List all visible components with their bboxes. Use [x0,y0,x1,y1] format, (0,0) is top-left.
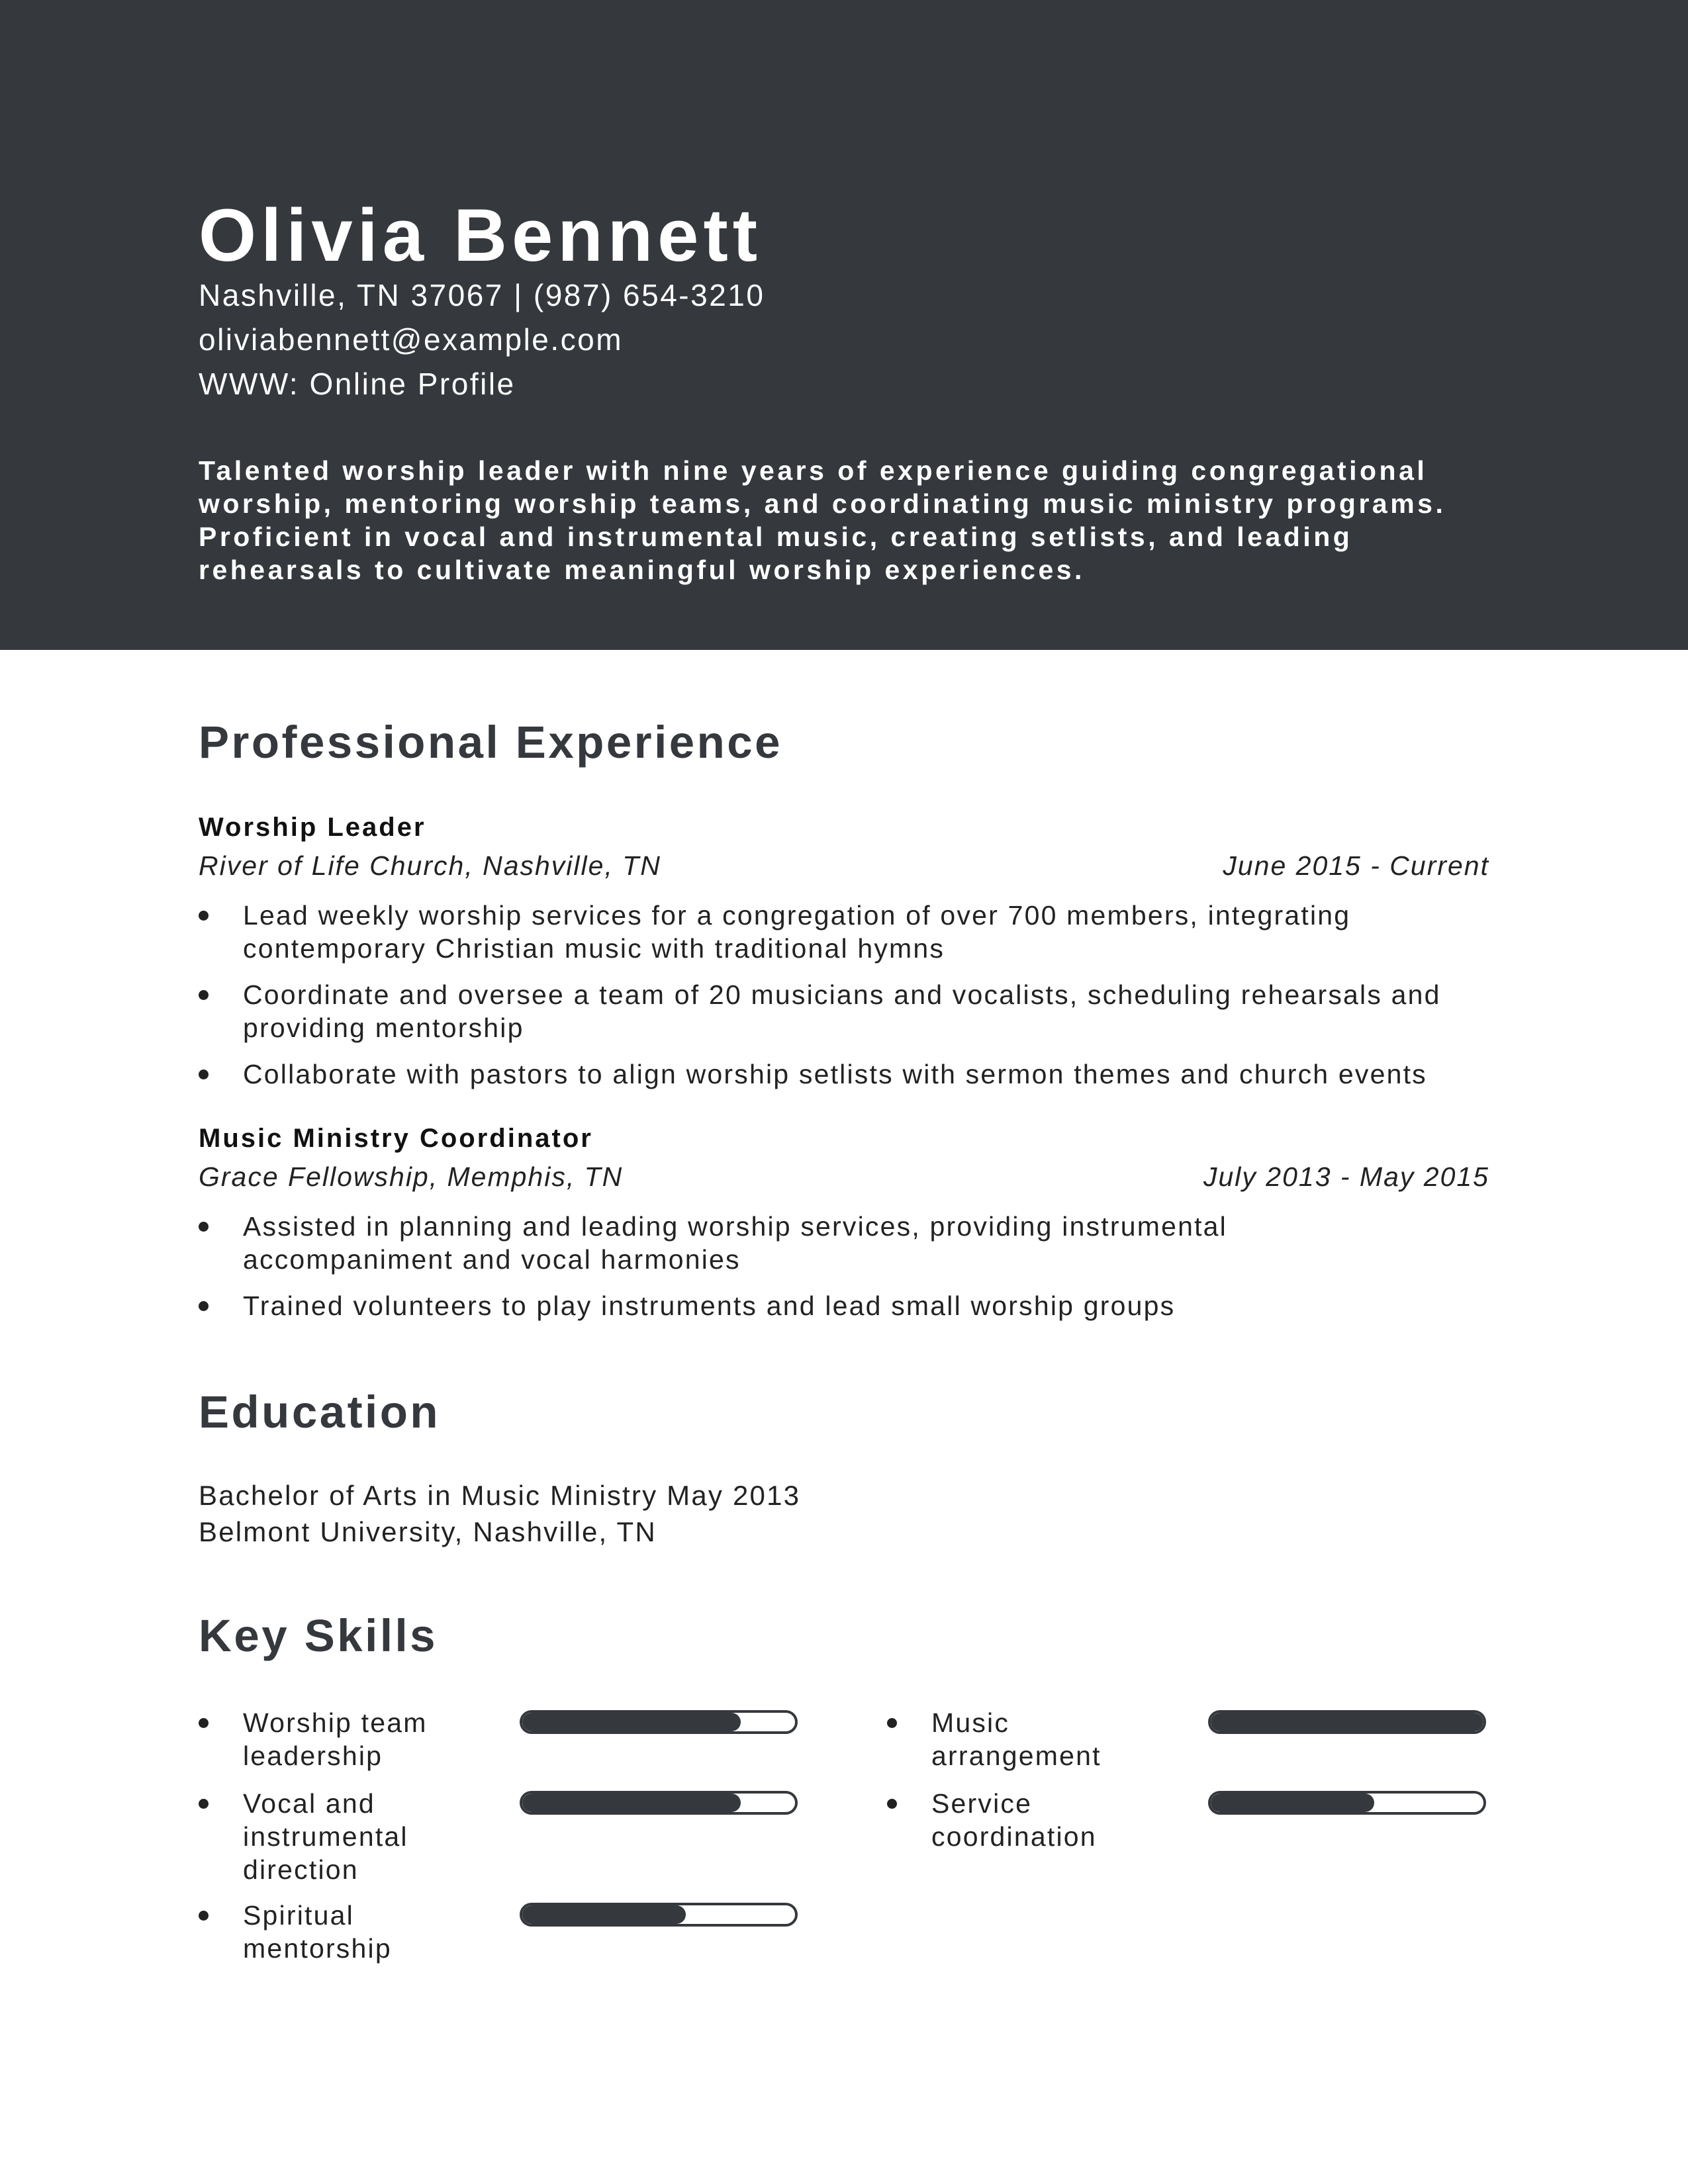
bullet-dot [199,1718,209,1728]
skill-label-line: instrumental [243,1821,408,1852]
summary [199,454,1496,586]
bullet-dot [199,1301,209,1311]
degree: Bachelor of Arts in Music Ministry May 2013 [199,1480,801,1511]
bullet-dot [199,1911,209,1921]
skill-label-line: Service [931,1788,1033,1819]
bullet-dot [199,911,209,921]
skill-label [243,1706,481,1772]
bullet-dot [199,1222,209,1232]
header-band [0,0,1688,650]
bullet-line: Trained volunteers to play instruments and lead small worship groups [243,1291,1176,1321]
skill-label [931,1787,1170,1853]
skill-level-fill [522,1794,741,1812]
bullet-line: providing mentorship [243,1013,524,1043]
skill-item [887,1787,1496,1886]
website-link[interactable]: WWW: Online Profile [199,367,516,401]
skill-level-fill [522,1713,741,1731]
skill-level-bar [520,1710,798,1734]
skill-item [199,1899,808,1998]
bullet-dot [199,1799,209,1809]
skill-level-fill [1211,1794,1374,1812]
skill-level-bar [1208,1791,1486,1815]
job-title: Music Ministry Coordinator [199,1124,593,1153]
bullet-text [243,899,1501,965]
summary-line: worship, mentoring worship teams, and coordinating music ministry programs. [199,488,1446,519]
job-company: River of Life Church, Nashville, TN [199,850,661,881]
skill-label-line: arrangement [931,1741,1102,1771]
bullet-dot [887,1799,897,1809]
skill-level-fill [1211,1713,1483,1731]
skill-label-line: mentorship [243,1933,392,1964]
skill-label [243,1787,481,1886]
bullet-line: Coordinate and oversee a team of 20 musicians and vocalists, scheduling rehearsals and [243,979,1441,1010]
skill-label-line: Vocal and [243,1788,375,1819]
bullet-line: Collaborate with pastors to align worship setlists with sermon themes and church events [243,1059,1427,1089]
section-title-skills: Key Skills [199,1610,438,1661]
skill-label [243,1899,481,1965]
summary-line: Proficient in vocal and instrumental music, creating setlists, and leading [199,522,1353,552]
skill-item [199,1787,808,1899]
skill-label-line: Music [931,1707,1010,1738]
skill-label-line: leadership [243,1741,383,1771]
bullet-line: contemporary Christian music with traditional hymns [243,933,945,964]
bullet-text [243,1210,1501,1276]
job-dates: June 2015 - Current [1223,850,1489,881]
email[interactable]: oliviabennett@example.com [199,322,624,357]
skill-label-line: coordination [931,1821,1097,1852]
skill-label [931,1706,1170,1772]
job-dates: July 2013 - May 2015 [1203,1161,1489,1192]
skill-level-fill [522,1905,686,1924]
skill-level-bar [1208,1710,1486,1734]
skill-label-line: Worship team [243,1707,428,1738]
bullet-dot [199,1069,209,1079]
job-title: Worship Leader [199,813,426,842]
bullet-dot [199,990,209,1000]
address-phone: Nashville, TN 37067 | (987) 654-3210 [199,278,765,312]
job-company: Grace Fellowship, Memphis, TN [199,1161,624,1192]
school: Belmont University, Nashville, TN [199,1516,657,1547]
section-title-education: Education [199,1387,441,1437]
bullet-text [243,978,1501,1044]
summary-line: Talented worship leader with nine years of experience guiding congregational [199,455,1428,486]
section-title-experience: Professional Experience [199,717,783,768]
skill-label-line: Spiritual [243,1900,354,1931]
candidate-name: Olivia Bennett [199,194,763,277]
summary-line: rehearsals to cultivate meaningful worship experiences. [199,555,1085,585]
bullet-text [243,1058,1501,1091]
skill-level-bar [520,1903,798,1927]
bullet-line: Assisted in planning and leading worship services, providing instrumental [243,1211,1227,1242]
bullet-text [243,1289,1501,1322]
skill-label-line: direction [243,1854,359,1885]
skill-level-bar [520,1791,798,1815]
bullet-dot [887,1718,897,1728]
bullet-line: accompaniment and vocal harmonies [243,1244,741,1275]
bullet-line: Lead weekly worship services for a congregation of over 700 members, integrating [243,900,1351,931]
